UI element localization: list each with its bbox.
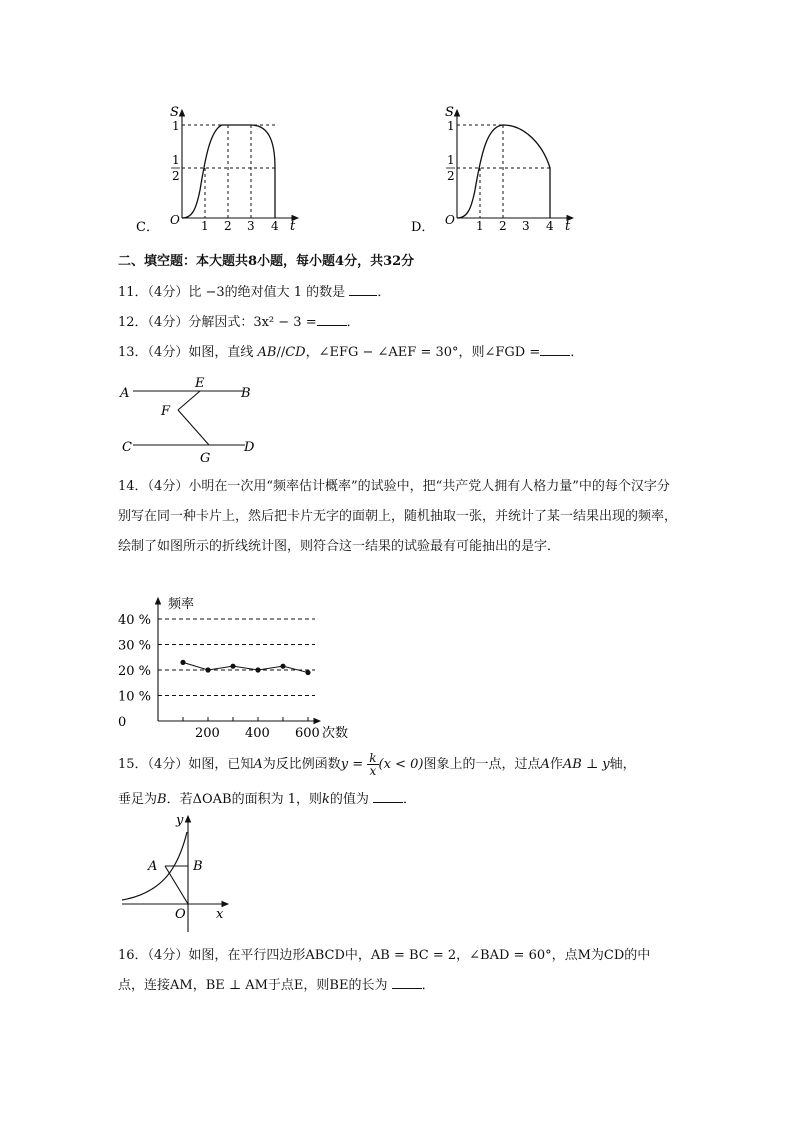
question-score: （4分） [147,479,189,494]
chart-x-label: 次数 [322,726,349,741]
x-tick: 2 [224,219,232,233]
frequency-line-chart [110,592,360,742]
question-number: 14． [118,479,148,494]
question-text: 比 −3的绝对值大 1 的数是 [188,285,346,300]
question-text: 如图，直线 [188,345,254,360]
question-number: 15． [118,757,148,772]
question-text: 如图，在平行四边形ABCD中，AB = BC = 2，∠BAD = 60°，点M为CD的中 [188,948,651,963]
question-score: （4分） [147,948,189,963]
figure-d [405,100,585,236]
y-tick-half-den: 2 [447,169,455,183]
line-cd: CD [285,345,306,360]
y-tick-label: 30 % [118,638,152,654]
x-label: x [216,907,224,922]
x-tick: 4 [271,219,279,233]
question-16-line-1 [118,946,650,966]
question-text: 的值为 [329,792,369,807]
question-end: ． [570,345,584,360]
question-text: 作 [549,757,563,772]
y-tick-1: 1 [172,119,180,133]
question-text: 图象上的一点，过点 [423,757,541,772]
answer-blank[interactable] [373,790,403,803]
point-a: A [540,757,550,772]
point-a: A [253,757,263,772]
origin-label: O [175,907,186,922]
answer-blank[interactable] [392,976,422,989]
question-score: （4分） [147,285,189,300]
question-text: ，∠EFG − ∠AEF = 30°，则∠FGD = [305,345,541,360]
answer-blank[interactable] [317,313,347,326]
question-text: 轴， [609,757,636,772]
section-title: 二、填空题：本大题共8小题，每小题4分，共32分 [118,254,415,269]
point-e-label: E [195,376,205,391]
question-text: 点，连接AM，BE ⊥ AM于点E，则BE的长为 [118,978,388,993]
question-13 [118,343,583,363]
data-point [230,664,235,669]
question-11 [118,283,390,303]
fraction-numerator: k [369,751,377,765]
question-number: 12． [118,315,148,330]
point-f-label: F [161,404,171,419]
data-point [305,670,310,675]
option-label: D． [411,220,435,235]
perpendicular-expression: AB ⊥ y [562,757,610,772]
question-end: ． [346,315,360,330]
point-a-label: A [148,859,158,874]
point-b-label: B [241,386,251,401]
point-g-label: G [200,451,211,466]
question-text: 垂足为 [118,792,158,807]
question-text: ．若ΔOAB的面积为 1，则 [166,792,322,807]
question-12 [118,313,360,333]
question-text: 小明在一次用“频率估计概率”的试验中，把“共产党人拥有人格力量”中的每个汉字分别写在同一种卡片上，然后把卡片无字的面朝上，随机抽取一张，并统计了某一结果出现的频率，绘制了如图所示的折线统计图，则符合这一结果的试验最有可能抽出的是字． [118,479,678,554]
y-tick-half-num: 1 [172,153,180,167]
y-tick-label: 20 % [118,664,152,679]
question-end: ． [421,978,435,993]
point-d-label: D [244,440,255,455]
x-tick: 1 [476,219,484,233]
x-tick: 3 [522,219,530,233]
point-b: B [157,792,167,807]
question-number: 11． [118,285,148,300]
y-tick-half-num: 1 [447,153,455,167]
question-15-line-2 [118,790,416,810]
question-score: （4分） [147,315,189,330]
x-tick: 4 [546,219,554,233]
point-b-label: B [193,859,203,874]
y-label: y [176,813,184,828]
question-end: ． [377,285,391,300]
x-tick-label: 600 [295,726,320,741]
data-point [255,667,260,672]
parallel-sign: // [276,345,286,360]
function-y: y = [340,757,364,772]
answer-blank[interactable] [540,343,570,356]
y-tick-label: 0 [118,715,127,730]
t-label: t [565,219,571,234]
x-tick: 3 [247,219,255,233]
question-score: （4分） [147,757,189,772]
series-line [183,662,308,672]
fraction-denominator: x [369,764,377,778]
option-label: C． [136,220,159,235]
question-14 [118,472,678,562]
question-number: 13． [118,345,148,360]
data-point [205,667,210,672]
segment-ao [165,866,188,904]
origin-label: O [445,213,455,227]
line-ab: AB [257,345,277,360]
figure-c [130,100,310,236]
s-label: S [170,105,179,120]
point-c-label: C [122,440,132,455]
question-15-line-1 [118,752,636,777]
data-point [180,660,185,665]
x-tick: 1 [201,219,209,233]
x-tick-label: 400 [245,726,270,741]
s-label: S [445,105,454,120]
data-point [280,664,285,669]
q15-figure [118,812,238,936]
chart-y-label: 频率 [168,597,195,612]
segment-fg [178,410,209,445]
point-a-label: A [120,386,130,401]
x-tick: 2 [499,219,507,233]
x-tick-label: 200 [195,726,220,741]
question-end: ． [403,792,417,807]
variable-k: k [321,792,330,807]
question-number: 16． [118,948,148,963]
segment-ef [178,391,200,410]
y-tick-label: 10 % [118,689,152,705]
question-16-line-2 [118,976,435,996]
function-domain: (x < 0) [378,757,424,772]
y-tick-label: 40 % [118,613,152,628]
question-text: 为反比例函数 [262,757,341,772]
y-tick-1: 1 [447,119,455,133]
question-text: 分解因式：3x² − 3 = [188,315,317,330]
question-text: 如图，已知 [188,757,254,772]
origin-label: O [170,213,180,227]
answer-blank[interactable] [349,283,377,296]
q13-figure [115,372,265,468]
fraction-k-over-x [367,752,378,777]
t-label: t [290,219,296,234]
question-score: （4分） [147,345,189,360]
y-tick-half-den: 2 [172,169,180,183]
